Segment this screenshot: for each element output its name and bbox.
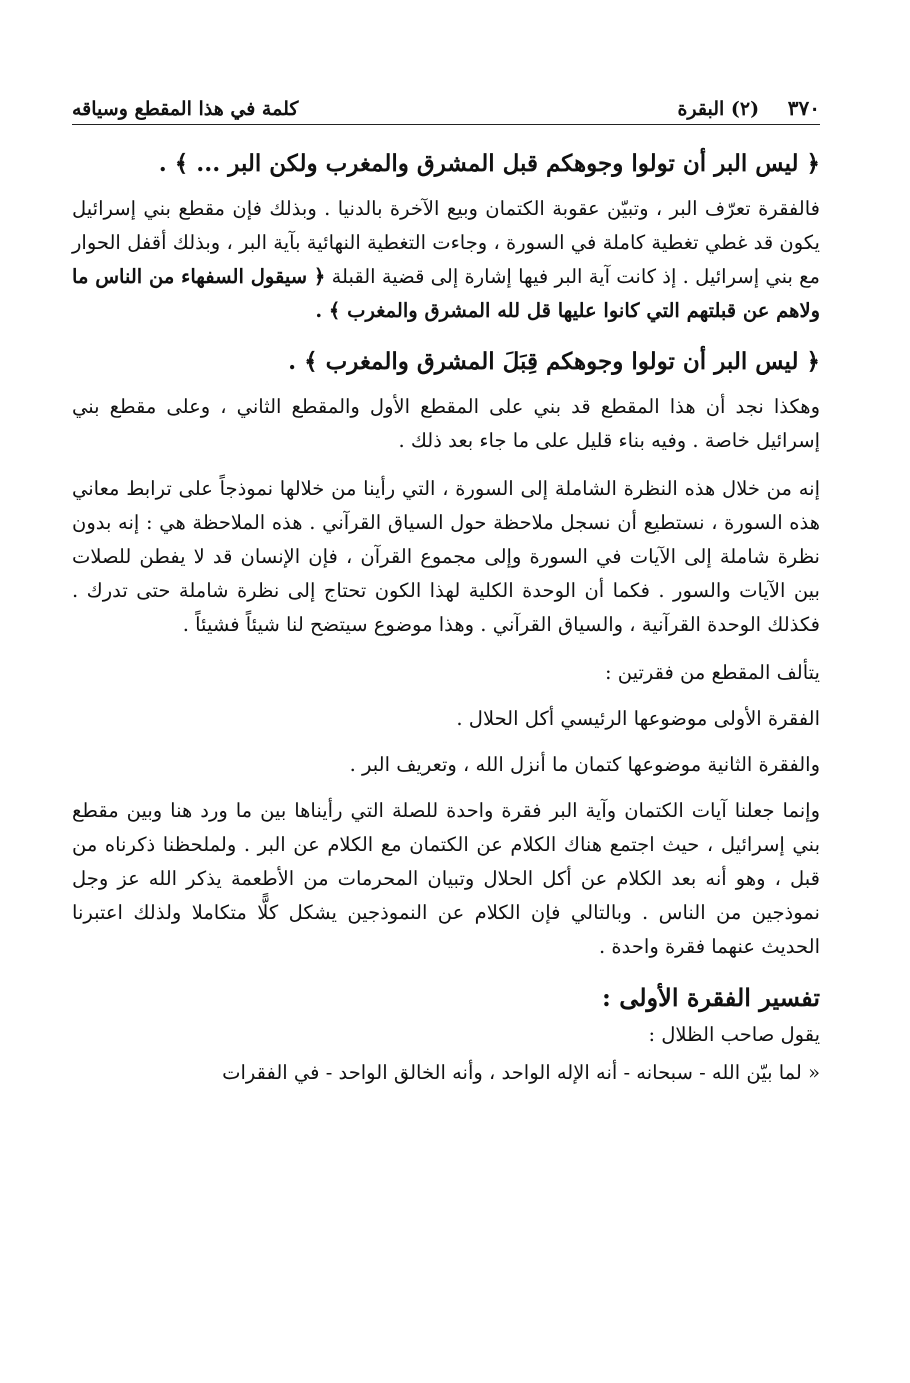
paragraph-2: وهكذا نجد أن هذا المقطع قد بني على المقطع الأول والمقطع الثاني ، وعلى مقطع بني إسرائيل خاصة . وفيه بناء قليل على ما جاء بعد ذلك . [72,395,820,452]
quran-verse-inline: ﴿ سيقول السفهاء من الناس ما ولاهم عن قبلتهم التي كانوا عليها قل لله المشرق والمغرب ﴾ . [72,265,820,322]
paragraph-4: وإنما جعلنا آيات الكتمان وآية البر فقرة واحدة للصلة التي رأيناها بين ما ورد هنا وبين مقطع بني إسرائيل ، حيث اجتمع هناك الكلام عن الكتمان مع الكلام عن البر . ولملحظنا ذكرناه من قبل ، وهو أنه بعد الكلام عن أكل الحلال وتبيان المحرمات من الأطعمة يذكر الله عز وجل نموذجين من الناس . وبالتالي فإن الكلام عن النموذجين يشكل كلًّا متكاملا ولذلك اعتبرنا الحديث عنهما فقرة واحدة . [72,799,820,958]
page-header [72,80,820,125]
text-line-2: الفقرة الأولى موضوعها الرئيسي أكل الحلال . [456,707,820,730]
text-line-3: والفقرة الثانية موضوعها كتمان ما أنزل الله ، وتعريف البر . [349,753,820,776]
paragraph-3: إنه من خلال هذه النظرة الشاملة إلى السورة ، التي رأينا من خلالها نموذجاً على ترابط معاني هذه السورة ، نستطيع أن نسجل ملاحظة حول السياق القرآني . هذه الملاحظة هي : إنه بدون نظرة شاملة إلى الآيات في السورة وإلى مجموع القرآن ، فإن الإنسان قد لا يفطن للصلات بين الآيات والسور . فكما أن الوحدة الكلية لهذا الكون تحتاج إلى نظرة شاملة حتى تدرك . فكذلك الوحدة القرآنية ، والسياق القرآني . وهذا موضوع سيتضح لنا شيئاً فشيئاً . [72,477,820,636]
paragraph-1 [72,192,820,328]
text-line-4: يقول صاحب الظلال : [648,1023,820,1046]
header-right [677,96,820,120]
quran-verse-1: ﴿ ليس البر أن تولوا وجوهكم قبل المشرق والمغرب ولكن البر ... ﴾ . [158,150,820,177]
text-line-5: « لما بيّن الله - سبحانه - أنه الإله الواحد ، وأنه الخالق الواحد - في الفقرات [222,1061,820,1084]
section-title: كلمة في هذا المقطع وسياقه [72,98,299,120]
paragraph-1-text: فالفقرة تعرّف البر ، وتبيّن عقوبة الكتمان وبيع الآخرة بالدنيا . وبذلك فإن مقطع بني إسرائيل يكون قد غطي تغطية كاملة في السورة ، وجاءت التغطية النهائية بآية البر ، وبذلك أقفل الحوار مع بني إسرائيل . إذ كانت آية البر فيها إشارة إلى قضية القبلة [72,197,820,288]
page-number: ٣٧٠ [787,96,820,120]
surah-label: (٢) البقرة [677,98,760,120]
quran-verse-2: ﴿ ليس البر أن تولوا وجوهكم قِبَلَ المشرق والمغرب ﴾ . [288,348,820,375]
text-line-1: يتألف المقطع من فقرتين : [604,661,820,684]
section-heading: تفسير الفقرة الأولى : [602,983,820,1012]
page-body [72,140,820,1102]
